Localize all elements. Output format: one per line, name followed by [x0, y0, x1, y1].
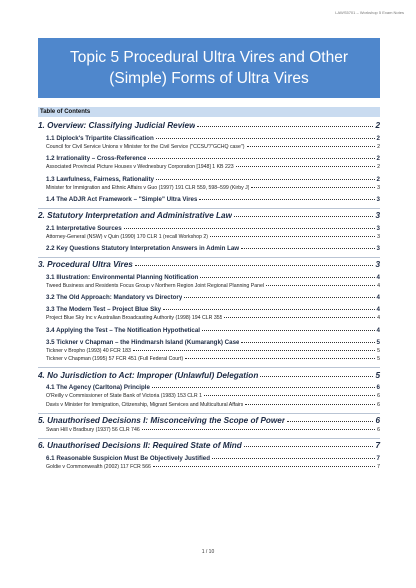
toc-entry-page: 7: [375, 441, 380, 450]
toc-entry[interactable]: [38, 164, 380, 170]
toc-entry[interactable]: [38, 402, 380, 408]
section-divider: [38, 208, 380, 209]
toc-entry-title: 2.1 Interpretative Sources: [46, 224, 122, 232]
dot-leader: [212, 458, 375, 459]
dot-leader: [287, 421, 373, 422]
toc-entry[interactable]: [38, 185, 380, 191]
toc-entry[interactable]: [38, 455, 380, 462]
dot-leader: [241, 248, 374, 249]
dot-leader: [199, 199, 374, 200]
toc-entry-page: 6: [375, 416, 380, 425]
dot-leader: [266, 285, 375, 286]
dot-leader: [142, 429, 375, 430]
toc-entry[interactable]: [38, 234, 380, 240]
toc-entry-title: 5. Unauthorised Decisions I: Misconceiving the Scope of Power: [38, 416, 286, 425]
toc-entry-title: 6.1 Reasonable Suspicion Must Be Objectively Justified: [46, 454, 211, 462]
page-title: Topic 5 Procedural Ultra Vires and Other (Simple) Forms of Ultra Vires: [70, 49, 348, 87]
toc-entry[interactable]: [38, 176, 380, 183]
toc-entry-title: 3.2 The Old Approach: Mandatory vs Directory: [46, 294, 183, 301]
toc-entry-page: 4: [376, 294, 380, 301]
toc-entry-page: 5: [375, 370, 380, 380]
toc-entry[interactable]: [38, 225, 380, 232]
toc-entry-title: Project Blue Sky Inc v Australian Broadcasting Authority (1998) 194 CLR 355: [46, 315, 223, 321]
toc-entry[interactable]: [38, 427, 380, 433]
toc-entry-title: 1.3 Lawfulness, Fairness, Rationality: [46, 175, 154, 183]
toc-entry-page: 3: [376, 245, 380, 252]
toc-entry[interactable]: [38, 155, 380, 162]
toc-entry-title: Attorney-General (NSW) v Quin (1990) 170 CLR 1 (recall Workshop 2): [46, 233, 208, 240]
toc-entry-page: 3: [377, 184, 380, 191]
toc-entry[interactable]: [38, 144, 380, 150]
dot-leader: [260, 376, 373, 377]
toc-entry-page: 4: [376, 273, 380, 281]
toc-entry[interactable]: [38, 464, 380, 470]
toc-entry-title: 2.2 Key Questions Statutory Interpretation Answers in Admin Law: [46, 245, 240, 252]
toc-entry[interactable]: [38, 294, 380, 301]
toc-entry-title: 1.2 Irrationality – Cross-Reference: [46, 155, 147, 162]
toc-entry-page: 3: [375, 211, 380, 220]
toc-entry-title: 3.4 Applying the Test – The Notification Hypothetical: [46, 326, 201, 334]
toc-entry-title: Davis v Minister for Immigration, Citizenship, Migrant Services and Multicultural Affairs: [46, 401, 244, 408]
toc-entry-title: Council for Civil Service Unions v Minister for the Civil Service ("CCSU"/"GCHQ case"): [46, 143, 245, 150]
toc-entry[interactable]: [38, 441, 380, 450]
toc-entry-title: Associated Provincial Picture Houses v Wednesbury Corporation [1948] 1 KB 223: [46, 164, 234, 170]
toc-entry-title: 2. Statutory Interpretation and Administrative Law: [38, 211, 232, 220]
toc-entry[interactable]: [38, 283, 380, 289]
toc-entry-title: 3. Procedural Ultra Vires: [38, 260, 133, 269]
dot-leader: [156, 138, 375, 139]
dot-leader: [156, 179, 375, 180]
toc-entry-title: Swan Hill v Bradbury (1937) 56 CLR 746: [46, 426, 140, 433]
dot-leader: [163, 309, 374, 310]
toc-entry-title: Minister for Immigration and Ethnic Affairs v Guo (1997) 191 CLR 559, 598–599 (Kirby J): [46, 184, 250, 191]
dot-leader: [210, 236, 375, 237]
dot-leader: [153, 466, 375, 467]
toc-entry-title: Tickner v Bropho (1993) 40 FCR 183: [46, 347, 131, 354]
toc-entry[interactable]: [38, 306, 380, 313]
toc-entry-title: Goldie v Commonwealth (2002) 117 FCR 566: [46, 463, 151, 470]
dot-leader: [236, 166, 375, 167]
toc-header: Table of Contents: [38, 107, 380, 117]
toc-entry-page: 6: [377, 426, 380, 433]
toc-entry-page: 3: [377, 233, 380, 240]
toc-entry-page: 2: [377, 164, 380, 170]
dot-leader: [202, 330, 375, 331]
toc-entry[interactable]: [38, 327, 380, 334]
section-divider: [38, 257, 380, 258]
toc-entry[interactable]: [38, 135, 380, 142]
toc-entry[interactable]: [38, 121, 380, 130]
toc-entry[interactable]: [38, 245, 380, 252]
toc-entry-page: 4: [376, 306, 380, 313]
toc-entry[interactable]: [38, 315, 380, 321]
dot-leader: [185, 358, 375, 359]
dot-leader: [197, 126, 373, 127]
toc-entry-page: 3: [376, 196, 380, 203]
toc-entry[interactable]: [38, 384, 380, 391]
toc-entry[interactable]: [38, 393, 380, 399]
toc-entry-title: 1.4 The ADJR Act Framework – "Simple" Ultra Vires: [46, 196, 198, 203]
toc-entry[interactable]: [38, 416, 380, 425]
dot-leader: [184, 297, 374, 298]
dot-leader: [200, 277, 374, 278]
dot-leader: [251, 187, 375, 188]
dot-leader: [135, 265, 374, 266]
toc-entry-page: 6: [376, 384, 380, 391]
section-divider: [38, 413, 380, 414]
toc-entry[interactable]: [38, 371, 380, 380]
dot-leader: [204, 395, 375, 396]
toc-entry-page: 2: [376, 175, 380, 183]
toc-entry-page: 6: [377, 401, 380, 408]
header-note: LAWS5701 – Workshop 5 Exam Notes: [335, 10, 404, 15]
toc-entry-title: 4. No Jurisdiction to Act: Improper (Unlawful) Delegation: [38, 370, 259, 380]
toc-entry-page: 2: [376, 155, 380, 162]
toc-entry-title: 3.1 Illustration: Environmental Planning Notification: [46, 273, 199, 281]
toc-entry-page: 2: [377, 143, 380, 150]
toc-entry-title: 3.3 The Modern Test – Project Blue Sky: [46, 306, 162, 313]
dot-leader: [234, 216, 373, 217]
dot-leader: [224, 317, 375, 318]
dot-leader: [124, 228, 375, 229]
dot-leader: [152, 387, 375, 388]
toc-entry[interactable]: [38, 260, 380, 269]
section-divider: [38, 367, 380, 368]
toc-entry-title: 6. Unauthorised Decisions II: Required State of Mind: [38, 441, 242, 450]
title-banner: [38, 38, 380, 98]
toc-entry-title: O'Reilly v Commissioner of State Bank of Victoria (1983) 153 CLR 1: [46, 393, 203, 399]
toc-entry[interactable]: [38, 274, 380, 281]
toc-entry-page: 5: [376, 338, 380, 346]
toc-entry-page: 4: [377, 282, 380, 289]
toc-entry[interactable]: [38, 356, 380, 362]
toc-entry-page: 3: [376, 224, 380, 232]
dot-leader: [244, 446, 374, 447]
toc-entry-page: 2: [376, 134, 380, 142]
toc-entry[interactable]: [38, 339, 380, 346]
toc-entry[interactable]: [38, 196, 380, 203]
toc-entry-page: 5: [377, 356, 380, 362]
toc-entry-page: 6: [377, 393, 380, 399]
toc-entry-page: 4: [376, 326, 380, 334]
dot-leader: [247, 146, 376, 147]
toc-entry[interactable]: [38, 348, 380, 354]
toc-entry[interactable]: [38, 211, 380, 220]
toc-entry-page: 7: [377, 463, 380, 470]
toc-entry-title: 4.1 The Agency (Carltona) Principle: [46, 384, 150, 391]
dot-leader: [148, 158, 374, 159]
toc-entry-title: 1.1 Diplock's Tripartite Classification: [46, 134, 154, 142]
toc-entry-page: 5: [377, 347, 380, 354]
toc-entry-page: 3: [375, 260, 380, 269]
dot-leader: [241, 342, 374, 343]
dot-leader: [245, 404, 375, 405]
toc-entry-title: Tickner v Chapman (1995) 57 FCR 451 (Full Federal Court): [46, 356, 184, 362]
dot-leader: [133, 350, 375, 351]
section-divider: [38, 438, 380, 439]
page-number: 1 / 10: [201, 549, 215, 555]
toc-entry-title: Tweed Business and Residents Focus Group v Northern Region Joint Regional Planning Panel: [46, 282, 265, 289]
toc-entry-title: 3.5 Tickner v Chapman – the Hindmarsh Island (Kumarangk) Case: [46, 338, 240, 346]
toc-entry-title: 1. Overview: Classifying Judicial Review: [38, 121, 196, 130]
toc-entry-page: 4: [377, 315, 380, 321]
toc-entry-page: 7: [376, 454, 380, 462]
toc-entry-page: 2: [375, 121, 380, 130]
